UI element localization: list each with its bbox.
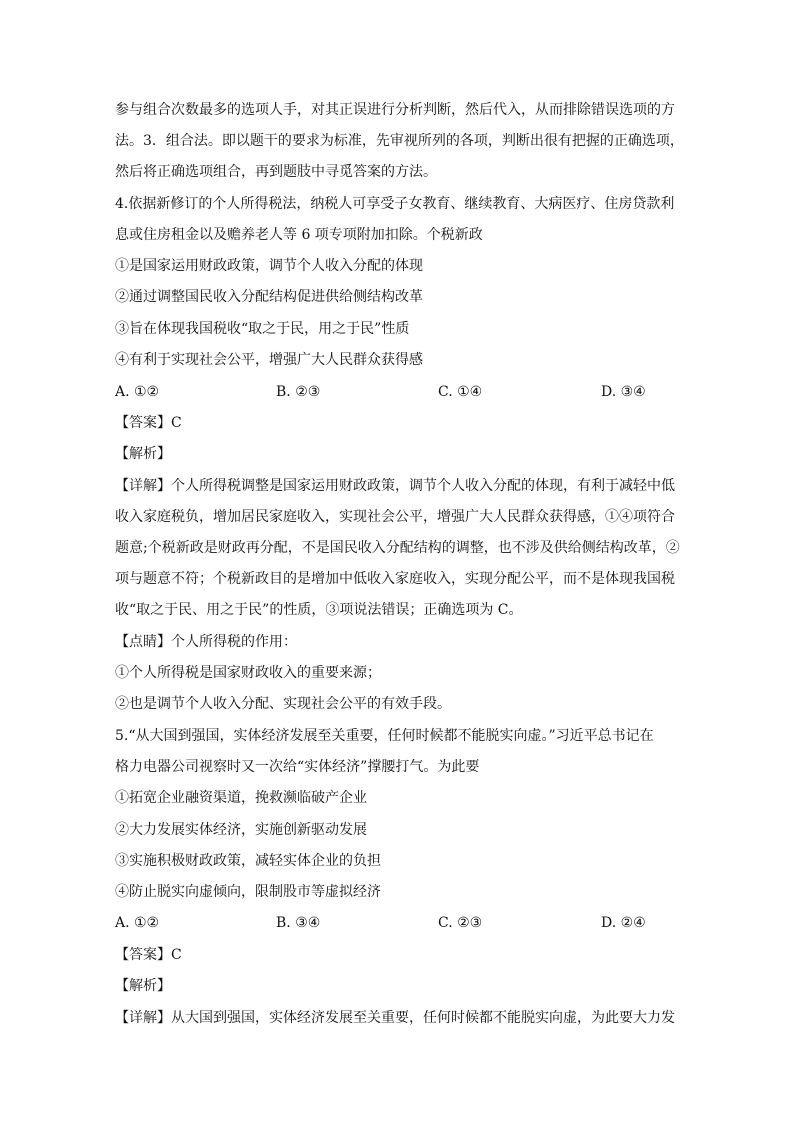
question-4-detail: 项与题意不符；个税新政目的是增加中低收入家庭收入，实现分配公平，而不是体现我国税 [115,571,675,587]
question-5-detail: 【详解】从大国到强国，实体经济发展至关重要，任何时候都不能脱实向虚，为此要大力发 [115,1010,675,1026]
question-4-detail: 收“取之于民、用之于民”的性质，③项说法错误；正确选项为 C。 [115,602,523,618]
question-5-stem: 格力电器公司视察时又一次给“实体经济”撑腰打气。为此要 [115,759,480,775]
option-c: C. ①④ [438,384,483,400]
question-4-tip: 【点睛】个人所得税的作用： [115,634,297,650]
question-4-analysis-heading: 【解析】 [115,446,171,462]
question-5-answer: 【答案】C [115,947,182,963]
option-d: D. ②④ [601,915,646,931]
text-line: 然后将正确选项组合，再到题肢中寻觅答案的方法。 [115,164,437,180]
question-4-tip: ②也是调节个人收入分配、实现社会公平的有效手段。 [115,696,451,712]
question-5-analysis-heading: 【解析】 [115,978,171,994]
option-a: A. ①② [115,915,160,931]
question-5-statement: ③实施积极财政政策，减轻实体企业的负担 [115,853,381,869]
question-4-answer: 【答案】C [115,415,182,431]
question-5-stem: 5.“从大国到强国，实体经济发展至关重要，任何时候都不能脱实向虚。”习近平总书记在 [115,728,654,744]
text-line: 法。3．组合法。即以题干的要求为标准，先审视所列的各项，判断出很有把握的正确选项， [115,133,684,149]
question-4-detail: 收入家庭税负，增加居民家庭收入，实现社会公平，增强广大人民群众获得感，①④项符合 [115,509,675,525]
option-b: B. ②③ [276,384,321,400]
question-4-options [115,382,685,402]
question-4-statement: ②通过调整国民收入分配结构促进供给侧结构改革 [115,289,423,305]
text-line: 参与组合次数最多的选项人手，对其正误进行分析判断，然后代入，从而排除错误选项的方 [115,102,675,118]
question-4-statement: ①是国家运用财政政策，调节个人收入分配的体现 [115,258,423,274]
question-4-stem: 4.依据新修订的个人所得税法，纳税人可享受子女教育、继续教育、大病医疗、住房贷款利 [115,196,675,212]
question-5-options [115,913,685,933]
question-4-statement: ④有利于实现社会公平，增强广大人民群众获得感 [115,352,423,368]
question-4-detail: 【详解】个人所得税调整是国家运用财政政策，调节个人收入分配的体现，有利于减轻中低 [115,478,675,494]
question-4-stem: 息或住房租金以及赡养老人等 6 项专项附加扣除。个税新政 [115,227,483,243]
option-d: D. ③④ [601,384,646,400]
question-5-statement: ①拓宽企业融资渠道，挽救濒临破产企业 [115,790,367,806]
question-5-statement: ②大力发展实体经济，实施创新驱动发展 [115,822,367,838]
question-4-detail: 题意;个税新政是财政再分配，不是国民收入分配结构的调整，也不涉及供给侧结构改革，② [115,540,680,556]
question-4-statement: ③旨在体现我国税收“取之于民，用之于民”性质 [115,321,410,337]
option-b: B. ③④ [276,915,321,931]
option-a: A. ①② [115,384,160,400]
question-5-statement: ④防止脱实向虚倾向，限制股市等虚拟经济 [115,884,381,900]
question-4-tip: ①个人所得税是国家财政收入的重要来源； [115,665,381,681]
option-c: C. ②③ [438,915,483,931]
